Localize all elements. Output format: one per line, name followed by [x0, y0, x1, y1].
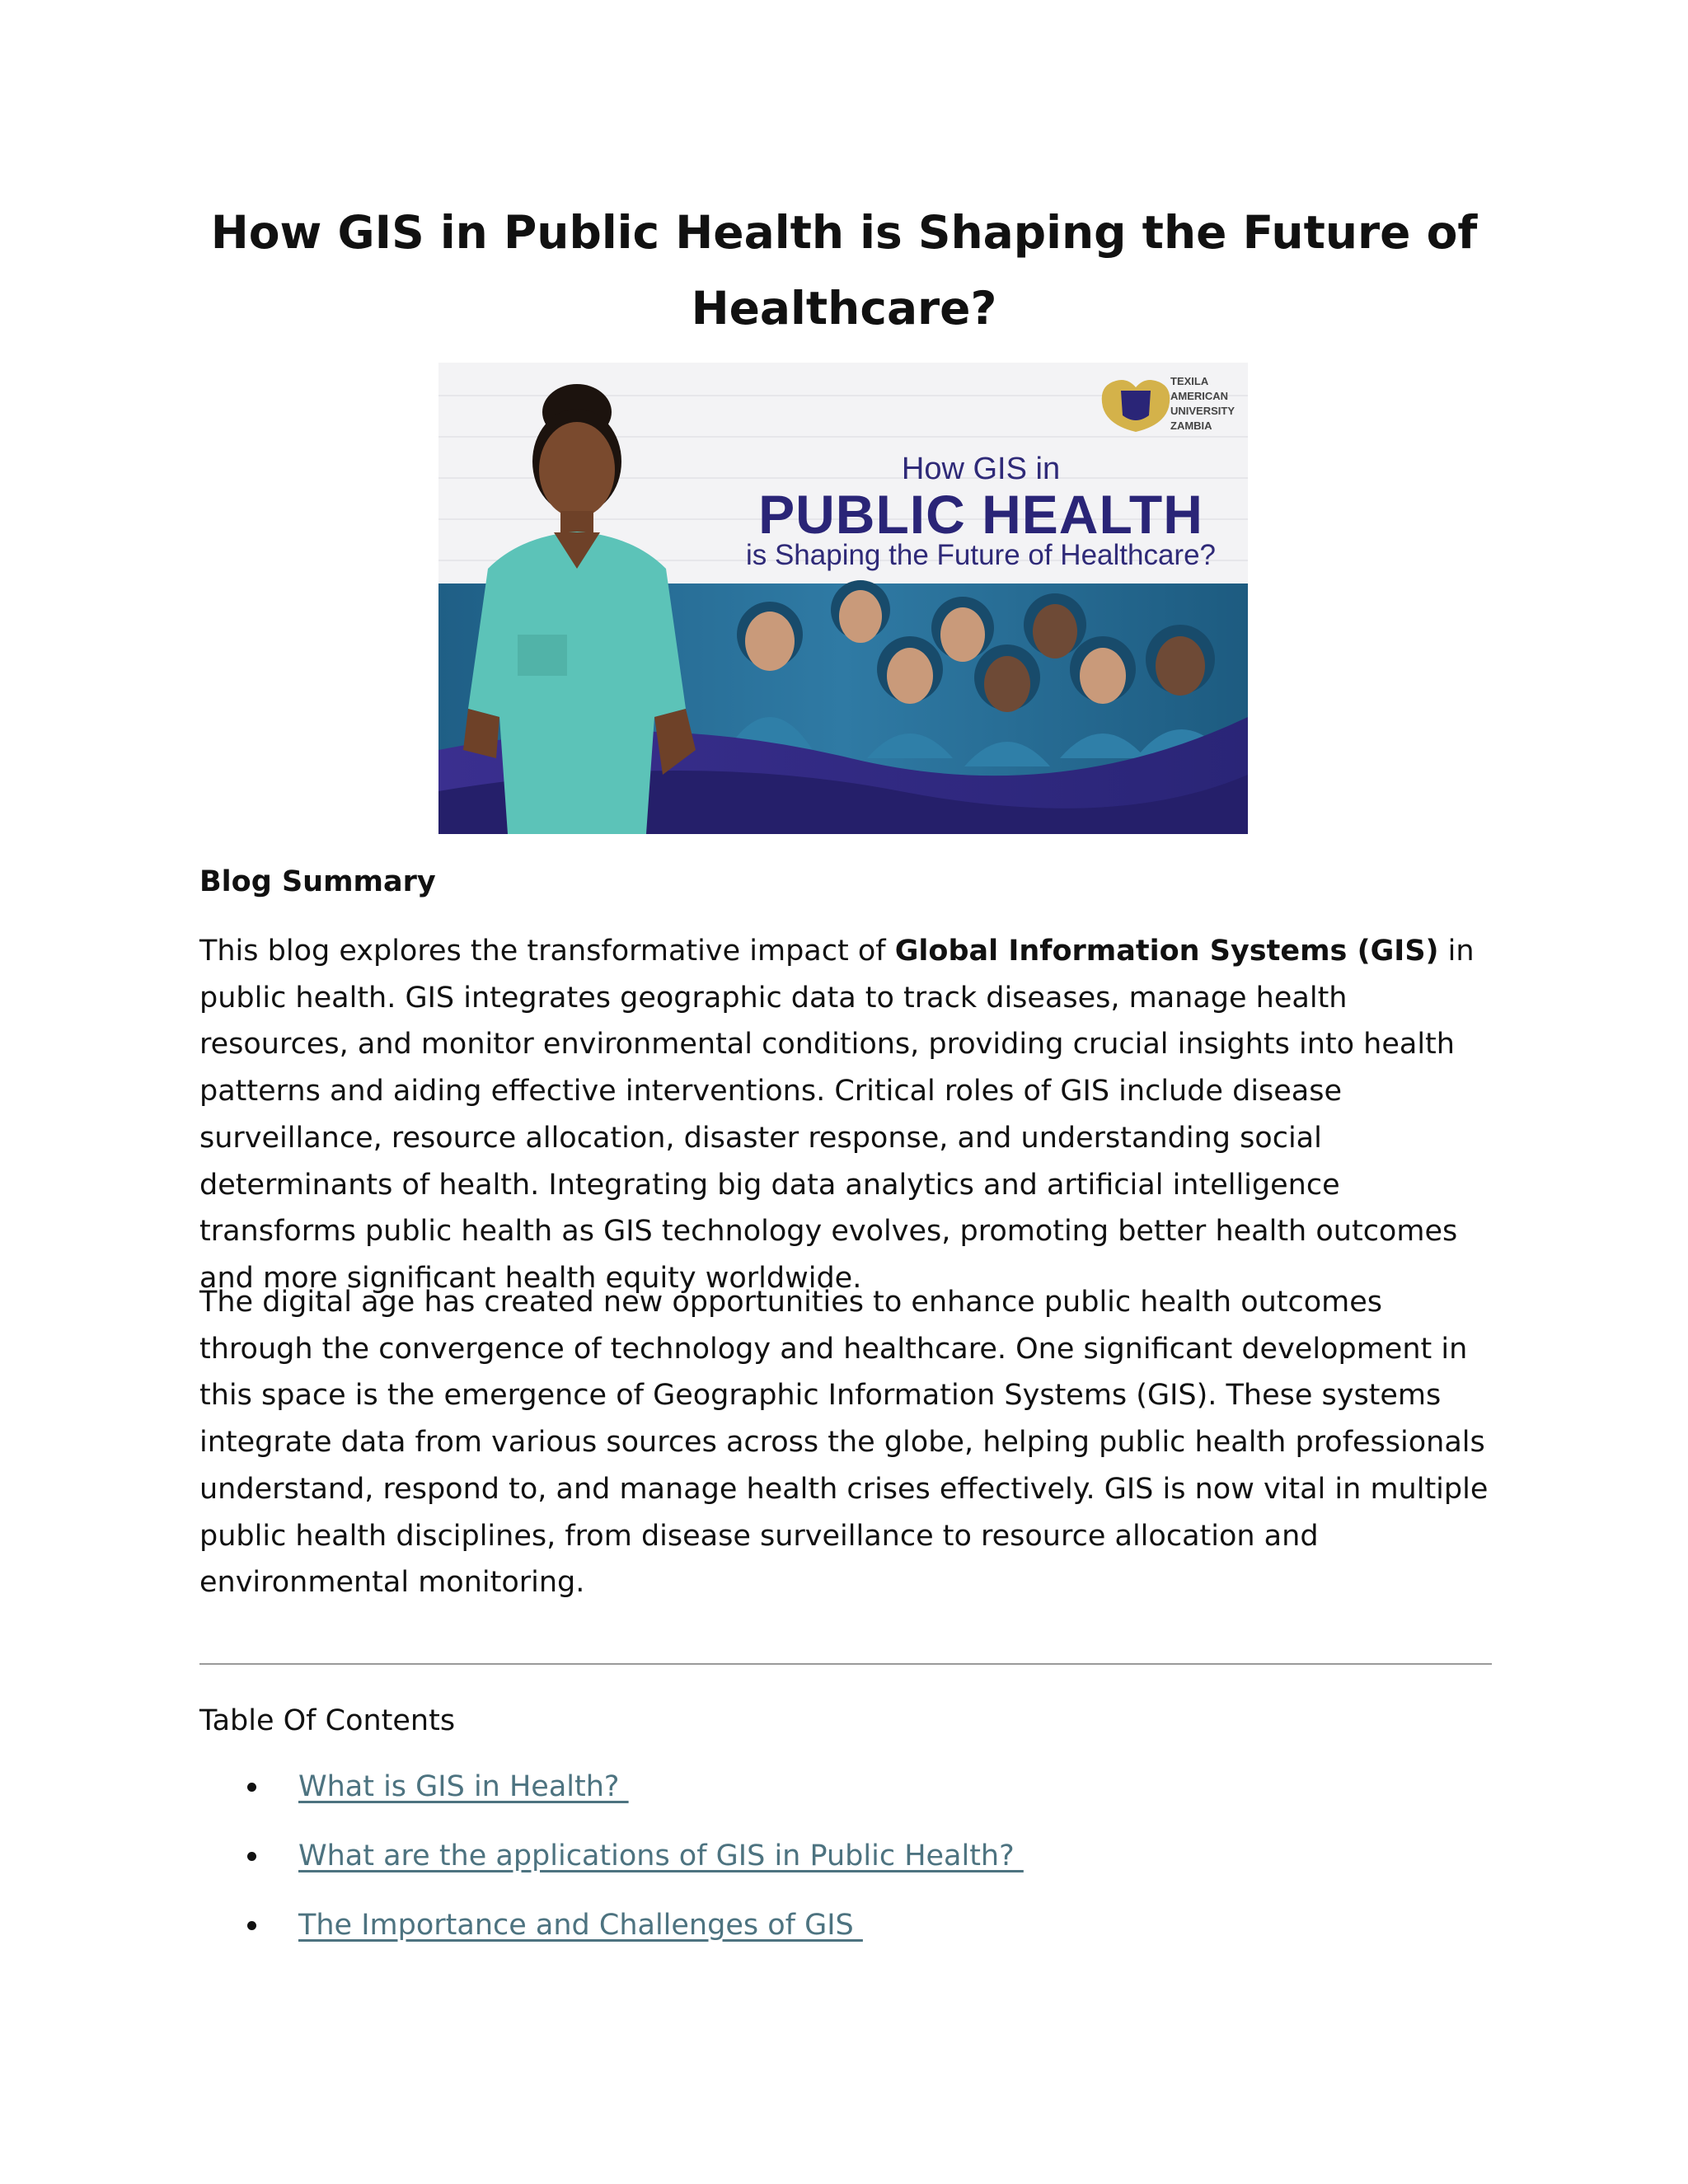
toc-link-importance-challenges[interactable]: The Importance and Challenges of GIS	[298, 1909, 863, 1942]
university-name-line: UNIVERSITY	[1170, 405, 1236, 417]
university-name-line: ZAMBIA	[1170, 419, 1212, 432]
bullet-icon	[247, 1852, 256, 1861]
summary-text: in public health. GIS integrates geographic data to track diseases, manage health resources, and monitor environmental conditions, providing crucial insights into health patterns and aiding effective interventions. Critical roles of GIS include disease surveillance, resource allocation, disaster response, and understanding social determinants of health. Integrating big data analytics and artificial intelligence transforms public health as GIS technology evolves, promoting better health outcomes and more significant health equity worldwide.	[199, 935, 1475, 1295]
toc-link-applications[interactable]: What are the applications of GIS in Public Health?	[298, 1840, 1024, 1872]
toc-link-what-is-gis[interactable]: What is GIS in Health?	[298, 1770, 629, 1803]
summary-bold-term: Global Information Systems (GIS)	[894, 935, 1439, 968]
bullet-icon	[247, 1783, 256, 1792]
banner-line-1: How GIS in	[901, 452, 1061, 486]
summary-paragraph-1	[199, 928, 1492, 1302]
summary-text: This blog explores the transformative impact of	[199, 935, 895, 968]
university-name	[1170, 374, 1235, 434]
banner-line-2: PUBLIC HEALTH	[758, 484, 1203, 545]
banner-line-3: is Shaping the Future of Healthcare?	[745, 539, 1217, 571]
bullet-icon	[247, 1921, 256, 1930]
toc-heading: Table Of Contents	[199, 1704, 456, 1737]
university-name-line: AMERICAN	[1170, 390, 1229, 402]
university-name-line: TEXILA	[1170, 375, 1209, 387]
banner-illustration	[438, 363, 1248, 834]
page-title: How GIS in Public Health is Shaping the Future of Healthcare?	[210, 206, 1478, 335]
blog-summary-heading: Blog Summary	[199, 865, 436, 898]
horizontal-divider	[199, 1663, 1492, 1665]
hero-banner-image	[438, 363, 1248, 834]
intro-paragraph: The digital age has created new opportunities to enhance public health outcomes through the convergence of technology and healthcare. One significant development in this space is the emergence of Geographic Information Systems (GIS). These systems integrate data from various sources across the globe, helping public health professionals understand, respond to, and manage health crises effectively. GIS is now vital in multiple public health disciplines, from disease surveillance to resource allocation and environmental monitoring.	[199, 1286, 1489, 1600]
